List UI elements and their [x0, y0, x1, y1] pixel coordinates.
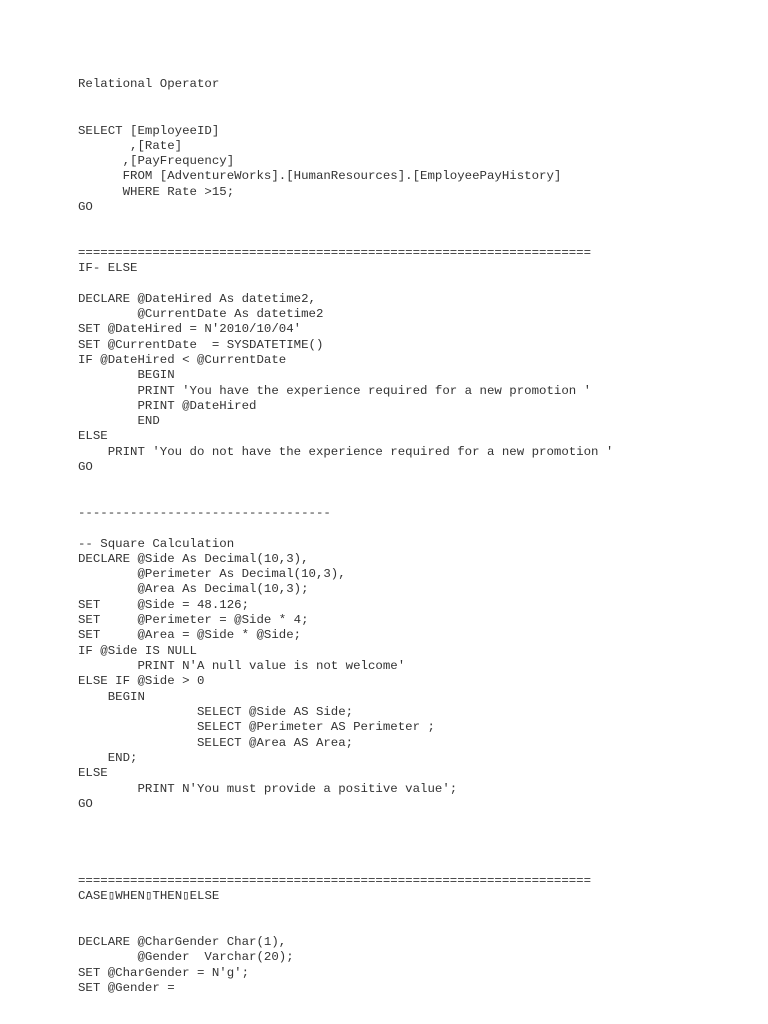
code-line: -- Square Calculation	[78, 537, 235, 551]
code-line: ----------------------------------	[78, 506, 331, 520]
code-line: DECLARE @Side As Decimal(10,3),	[78, 552, 309, 566]
code-line: CASE▯WHEN▯THEN▯ELSE	[78, 889, 220, 903]
code-line: IF- ELSE	[78, 261, 138, 275]
code-line: SET @Area = @Side * @Side;	[78, 628, 302, 642]
code-line: ,[PayFrequency]	[78, 154, 235, 168]
code-line: END	[78, 414, 160, 428]
code-line: PRINT 'You have the experience required for a new promotion '	[78, 384, 592, 398]
code-line: END;	[78, 751, 138, 765]
code-line: ELSE IF @Side > 0	[78, 674, 205, 688]
code-line: SET @CharGender = N'g';	[78, 966, 250, 980]
code-line: @CurrentDate As datetime2	[78, 307, 324, 321]
code-line: DECLARE @CharGender Char(1),	[78, 935, 287, 949]
code-line: SET @DateHired = N'2010/10/04'	[78, 322, 302, 336]
document-page	[78, 0, 758, 1024]
code-line: PRINT N'A null value is not welcome'	[78, 659, 406, 673]
code-line: ELSE	[78, 766, 108, 780]
code-line: Relational Operator	[78, 77, 220, 91]
code-line: ELSE	[78, 429, 108, 443]
code-line: ,[Rate]	[78, 139, 183, 153]
code-line: =====================================================================	[78, 246, 592, 260]
code-line: SET @Side = 48.126;	[78, 598, 250, 612]
code-line: SET @CurrentDate = SYSDATETIME()	[78, 338, 324, 352]
code-line: BEGIN	[78, 368, 175, 382]
code-line: @Perimeter As Decimal(10,3),	[78, 567, 346, 581]
code-line: SET @Gender =	[78, 981, 175, 995]
code-line: SELECT @Perimeter AS Perimeter ;	[78, 720, 435, 734]
code-line: SELECT @Area AS Area;	[78, 736, 354, 750]
code-line: PRINT @DateHired	[78, 399, 257, 413]
code-line: =====================================================================	[78, 874, 592, 888]
code-line: @Area As Decimal(10,3);	[78, 582, 309, 596]
code-line: @Gender Varchar(20);	[78, 950, 294, 964]
code-line: IF @Side IS NULL	[78, 644, 197, 658]
code-line: SELECT [EmployeeID]	[78, 124, 220, 138]
code-line: IF @DateHired < @CurrentDate	[78, 353, 287, 367]
code-line: FROM [AdventureWorks].[HumanResources].[EmployeePayHistory]	[78, 169, 562, 183]
code-line: GO	[78, 460, 93, 474]
code-line: GO	[78, 200, 93, 214]
code-line: SET @Perimeter = @Side * 4;	[78, 613, 309, 627]
code-line: GO	[78, 797, 93, 811]
code-line: SELECT @Side AS Side;	[78, 705, 354, 719]
code-line: DECLARE @DateHired As datetime2,	[78, 292, 316, 306]
code-line: PRINT 'You do not have the experience required for a new promotion '	[78, 445, 614, 459]
code-line: WHERE Rate >15;	[78, 185, 235, 199]
code-line: BEGIN	[78, 690, 145, 704]
code-line: PRINT N'You must provide a positive value';	[78, 782, 458, 796]
